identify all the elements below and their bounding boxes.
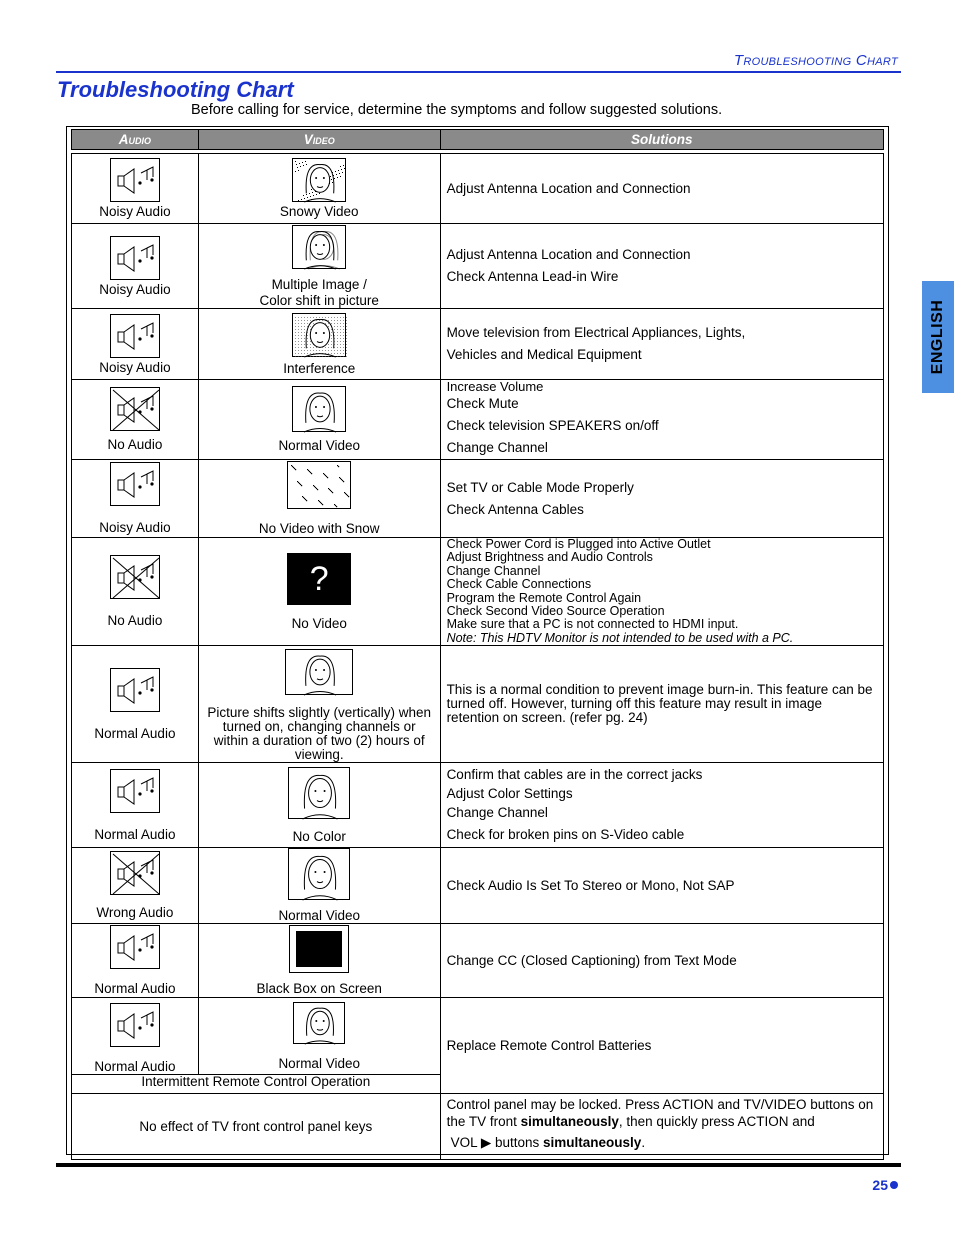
solution-cell bbox=[440, 998, 883, 1094]
bullet-icon bbox=[890, 1181, 898, 1189]
no-color-face-icon bbox=[288, 767, 350, 819]
audio-label: Noisy Audio bbox=[99, 281, 171, 297]
solution-item: Increase Volume bbox=[446, 379, 544, 394]
snowy-face-icon bbox=[292, 158, 346, 202]
audio-cell bbox=[72, 154, 199, 224]
video-label: Normal Video bbox=[278, 1056, 360, 1072]
solution-cell bbox=[440, 646, 883, 763]
solution-item: Vehicles and Medical Equipment bbox=[446, 347, 642, 362]
solution-item: Check television SPEAKERS on/off bbox=[446, 418, 659, 433]
speaker-noise-icon bbox=[110, 236, 160, 280]
header-rule bbox=[56, 71, 901, 73]
audio-label: Normal Audio bbox=[94, 1059, 176, 1075]
video-cell bbox=[198, 309, 440, 380]
shifted-face-icon bbox=[285, 649, 353, 695]
solution-item: Check Cable Connections bbox=[446, 577, 592, 592]
video-cell bbox=[198, 646, 440, 763]
solution-item: Change Channel bbox=[446, 805, 548, 821]
table-row bbox=[72, 848, 884, 924]
table-row bbox=[72, 224, 884, 309]
audio-cell bbox=[72, 460, 199, 538]
solution-emphasis: simultaneously bbox=[520, 1114, 619, 1130]
col-header-audio: Audio bbox=[72, 130, 199, 150]
table-row bbox=[72, 538, 884, 646]
solution-cell bbox=[440, 154, 883, 224]
table-row bbox=[72, 380, 884, 460]
video-label: Normal Video bbox=[278, 438, 360, 453]
span-label: Intermittent Remote Control Operation bbox=[141, 1074, 371, 1090]
right-arrow-icon: ▶ bbox=[480, 1135, 492, 1151]
solution-cell bbox=[440, 224, 883, 309]
video-cell bbox=[198, 538, 440, 646]
solution-cell bbox=[440, 460, 883, 538]
solution-item: Change Channel bbox=[446, 440, 548, 455]
video-cell bbox=[198, 848, 440, 924]
ghost-face-icon bbox=[292, 225, 346, 269]
video-cell bbox=[198, 460, 440, 538]
language-tab-label: ENGLISH bbox=[929, 299, 946, 375]
video-label: No Color bbox=[292, 828, 346, 844]
video-label: Multiple Image / bbox=[271, 276, 367, 292]
video-cell bbox=[198, 154, 440, 224]
table-row bbox=[72, 460, 884, 538]
solution-item: Confirm that cables are in the correct jacks bbox=[446, 767, 703, 783]
solution-cell bbox=[440, 1094, 883, 1160]
speaker-noise-icon bbox=[110, 668, 160, 712]
solution-text: Control panel may be locked. Press ACTION and TV/VIDEO buttons on the TV front bbox=[446, 1097, 874, 1130]
symptom-cell bbox=[72, 1094, 441, 1160]
normal-face-icon bbox=[293, 1002, 345, 1044]
video-label: Color shift in picture bbox=[259, 292, 379, 308]
video-cell bbox=[198, 763, 440, 848]
language-tab[interactable] bbox=[922, 281, 954, 393]
solution-item: Adjust Antenna Location and Connection bbox=[446, 180, 691, 196]
solution-item: Check Audio Is Set To Stereo or Mono, Not SAP bbox=[446, 877, 735, 893]
speaker-noise-icon bbox=[110, 769, 160, 813]
solution-paragraph: This is a normal condition to prevent image burn-in. This feature can be turned off. However, turning off this feature may result in image retention on screen. (refer pg. 24) bbox=[446, 682, 873, 726]
solution-item: Program the Remote Control Again bbox=[446, 590, 642, 605]
solution-cell bbox=[440, 538, 883, 646]
solution-cell bbox=[440, 380, 883, 460]
normal-face-icon bbox=[292, 386, 346, 432]
audio-cell bbox=[72, 646, 199, 763]
audio-label: Noisy Audio bbox=[99, 520, 171, 535]
solution-item: Check Antenna Lead-in Wire bbox=[446, 269, 619, 284]
speaker-noise-icon bbox=[110, 314, 160, 358]
black-box-icon bbox=[289, 925, 349, 973]
col-header-solutions: Solutions bbox=[440, 130, 883, 150]
solution-item: Check Antenna Cables bbox=[446, 501, 584, 517]
solution-item: Check Second Video Source Operation bbox=[446, 604, 665, 619]
video-cell bbox=[198, 998, 440, 1075]
troubleshooting-table bbox=[71, 129, 884, 1160]
solution-item: Adjust Brightness and Audio Controls bbox=[446, 550, 653, 565]
audio-label: No Audio bbox=[107, 437, 163, 452]
solution-item: Change Channel bbox=[446, 563, 541, 578]
video-label: Picture shifts slightly (vertically) when turned on, changing channels or within a duration of two (2) hours of viewing. bbox=[207, 705, 431, 763]
audio-label: No Audio bbox=[107, 613, 163, 629]
audio-cell bbox=[72, 309, 199, 380]
snow-screen-icon bbox=[287, 461, 351, 509]
video-cell bbox=[198, 380, 440, 460]
video-label: No Video with Snow bbox=[258, 521, 380, 536]
audio-label: Wrong Audio bbox=[96, 905, 174, 921]
audio-label: Normal Audio bbox=[94, 981, 176, 997]
speaker-muted-icon bbox=[110, 387, 160, 431]
solution-item: Move television from Electrical Appliances, Lights, bbox=[446, 325, 746, 340]
audio-cell bbox=[72, 998, 199, 1075]
normal-face-icon bbox=[288, 848, 350, 900]
span-label-cell bbox=[72, 1075, 441, 1094]
table-header-row bbox=[72, 130, 884, 150]
footer-rule bbox=[56, 1163, 901, 1167]
question-screen-icon bbox=[287, 553, 351, 605]
table-row bbox=[72, 998, 884, 1075]
speaker-noise-icon bbox=[110, 462, 160, 506]
audio-cell bbox=[72, 224, 199, 309]
question-mark: ? bbox=[309, 559, 329, 598]
solution-item: Replace Remote Control Batteries bbox=[446, 1037, 652, 1053]
solution-note: Note: This HDTV Monitor is not intended to be used with a PC. bbox=[446, 630, 794, 645]
solution-text: , then quickly press ACTION and bbox=[618, 1114, 815, 1130]
solution-text: VOL bbox=[450, 1135, 478, 1151]
table-row bbox=[72, 924, 884, 998]
solution-item: Make sure that a PC is not connected to HDMI input. bbox=[446, 617, 739, 632]
solution-emphasis: simultaneously bbox=[543, 1135, 642, 1151]
speaker-noise-icon bbox=[110, 925, 160, 969]
solution-cell bbox=[440, 924, 883, 998]
audio-cell bbox=[72, 538, 199, 646]
page-title: Troubleshooting Chart bbox=[57, 77, 294, 102]
video-label: Interference bbox=[283, 360, 356, 376]
speaker-noise-icon bbox=[110, 158, 160, 202]
audio-label: Noisy Audio bbox=[99, 204, 171, 219]
solution-item: Adjust Antenna Location and Connection bbox=[446, 247, 691, 262]
table-row bbox=[72, 1094, 884, 1160]
solution-item: Check Mute bbox=[446, 396, 519, 411]
table-row bbox=[72, 646, 884, 763]
col-header-video: Video bbox=[198, 130, 440, 150]
video-cell bbox=[198, 924, 440, 998]
interference-face-icon bbox=[292, 313, 346, 357]
symptom-label: No effect of TV front control panel keys bbox=[139, 1119, 373, 1135]
intro-text: Before calling for service, determine the symptoms and follow suggested solutions. bbox=[191, 102, 723, 118]
audio-label: Normal Audio bbox=[94, 826, 176, 842]
solution-text: . bbox=[641, 1135, 646, 1151]
audio-cell bbox=[72, 848, 199, 924]
solution-text: buttons bbox=[491, 1135, 544, 1151]
video-label: Black Box on Screen bbox=[256, 981, 382, 997]
solution-item: Change CC (Closed Captioning) from Text Mode bbox=[446, 952, 737, 968]
video-label: No Video bbox=[291, 615, 347, 631]
video-label: Normal Video bbox=[278, 908, 360, 924]
audio-label: Normal Audio bbox=[94, 725, 176, 741]
solution-cell bbox=[440, 763, 883, 848]
audio-cell bbox=[72, 924, 199, 998]
solution-item: Adjust Color Settings bbox=[446, 786, 573, 802]
video-label: Snowy Video bbox=[279, 204, 359, 219]
audio-cell bbox=[72, 763, 199, 848]
audio-cell bbox=[72, 380, 199, 460]
speaker-muted-icon bbox=[110, 851, 160, 895]
table-row bbox=[72, 154, 884, 224]
speaker-muted-icon bbox=[110, 555, 160, 599]
solution-cell bbox=[440, 848, 883, 924]
solution-cell bbox=[440, 309, 883, 380]
page-number: 25 bbox=[872, 1177, 888, 1193]
table-row bbox=[72, 309, 884, 380]
running-header: Troubleshooting Chart bbox=[733, 52, 898, 69]
solution-item: Set TV or Cable Mode Properly bbox=[446, 479, 634, 495]
speaker-noise-icon bbox=[110, 1003, 160, 1047]
solution-item: Check for broken pins on S-Video cable bbox=[446, 827, 685, 843]
audio-label: Noisy Audio bbox=[99, 359, 171, 375]
table-row bbox=[72, 763, 884, 848]
solution-item: Check Power Cord is Plugged into Active Outlet bbox=[446, 537, 711, 551]
video-cell bbox=[198, 224, 440, 309]
black-box-fill bbox=[296, 931, 342, 967]
